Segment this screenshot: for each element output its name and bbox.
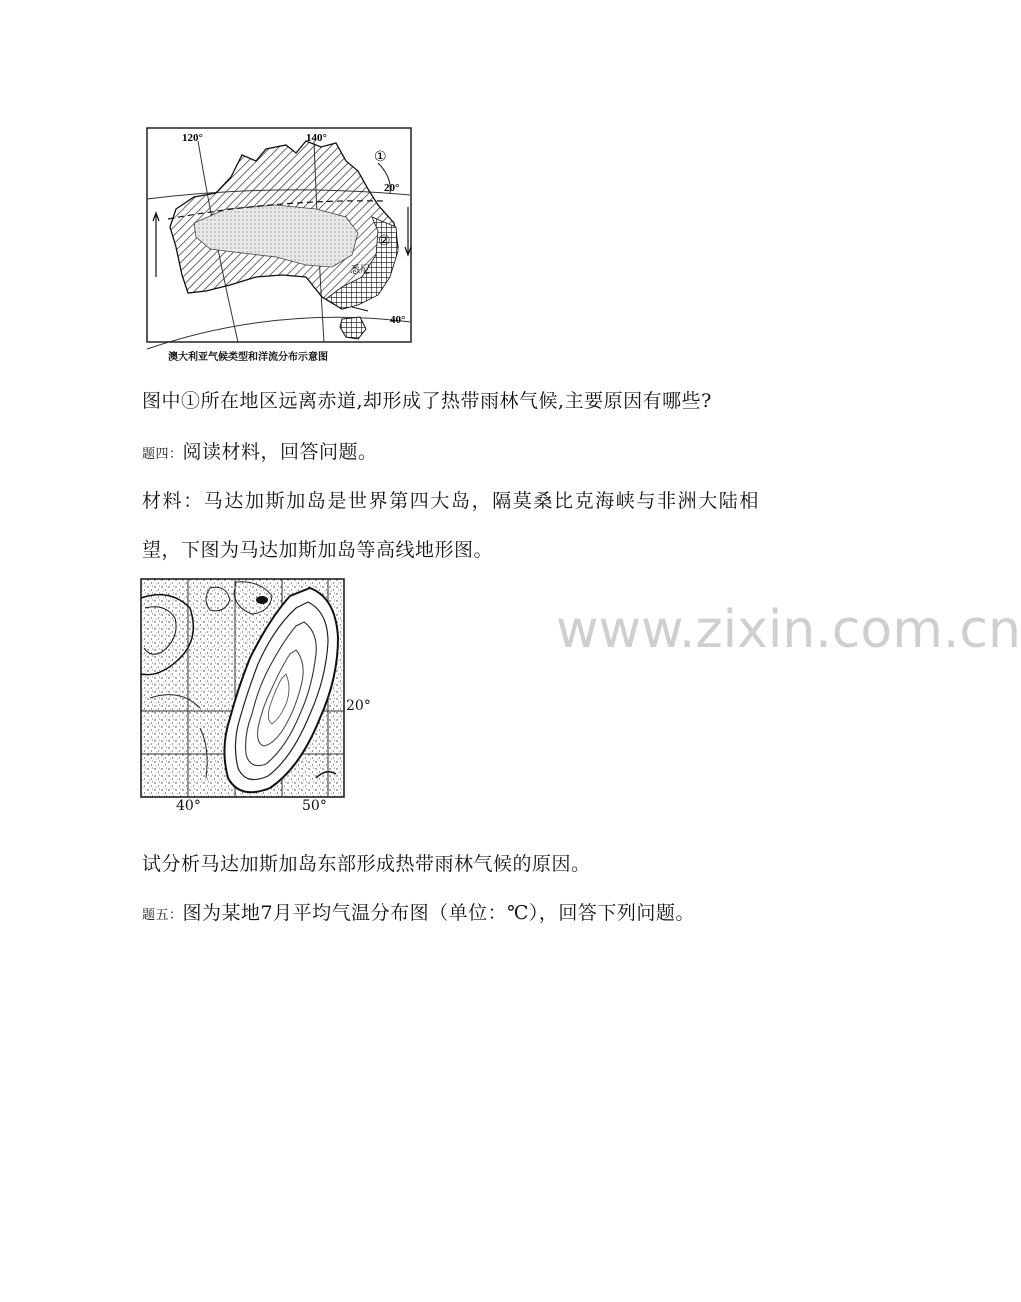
question3-text: 图中①所在地区远离赤道,却形成了热带雨林气候,主要原因有哪些? bbox=[142, 390, 712, 412]
lon-120-label: 120° bbox=[182, 132, 203, 144]
figure1-caption: 澳大利亚气候类型和洋流分布示意图 bbox=[168, 352, 328, 363]
marker-2: ② bbox=[378, 233, 391, 249]
australia-map-svg bbox=[146, 127, 412, 363]
lon-140-label: 140° bbox=[306, 132, 327, 144]
madagascar-contour-map bbox=[140, 578, 380, 818]
question4-heading bbox=[142, 437, 378, 464]
question4-label: 题四： bbox=[142, 447, 183, 462]
question5-label: 题五： bbox=[142, 908, 183, 923]
fig2-lat-20: 20° bbox=[346, 698, 371, 714]
material-line2: 望，下图为马达加斯加岛等高线地形图。 bbox=[142, 539, 494, 561]
material-line1: 材料：马达加斯加岛是世界第四大岛，隔莫桑比克海峡与非洲大陆相 bbox=[142, 490, 761, 512]
question5-text: 图为某地7月平均气温分布图（单位：℃），回答下列问题。 bbox=[182, 902, 695, 924]
question4-ask: 试分析马达加斯加岛东部形成热带雨林气候的原因。 bbox=[142, 853, 591, 875]
fig2-lon-50: 50° bbox=[302, 798, 327, 814]
lat-20-label: 20° bbox=[384, 182, 400, 194]
fig2-lon-40: 40° bbox=[176, 798, 201, 814]
city-sydney: 悉尼 bbox=[350, 265, 370, 276]
watermark: www.zixin.com.cn bbox=[556, 600, 1021, 660]
madagascar-map-svg bbox=[140, 578, 380, 818]
question4-text: 阅读材料，回答问题。 bbox=[182, 441, 378, 463]
question5-heading bbox=[142, 898, 695, 925]
lat-40-label: 40° bbox=[390, 314, 406, 326]
australia-climate-map bbox=[146, 127, 412, 363]
marker-1: ① bbox=[374, 149, 387, 165]
